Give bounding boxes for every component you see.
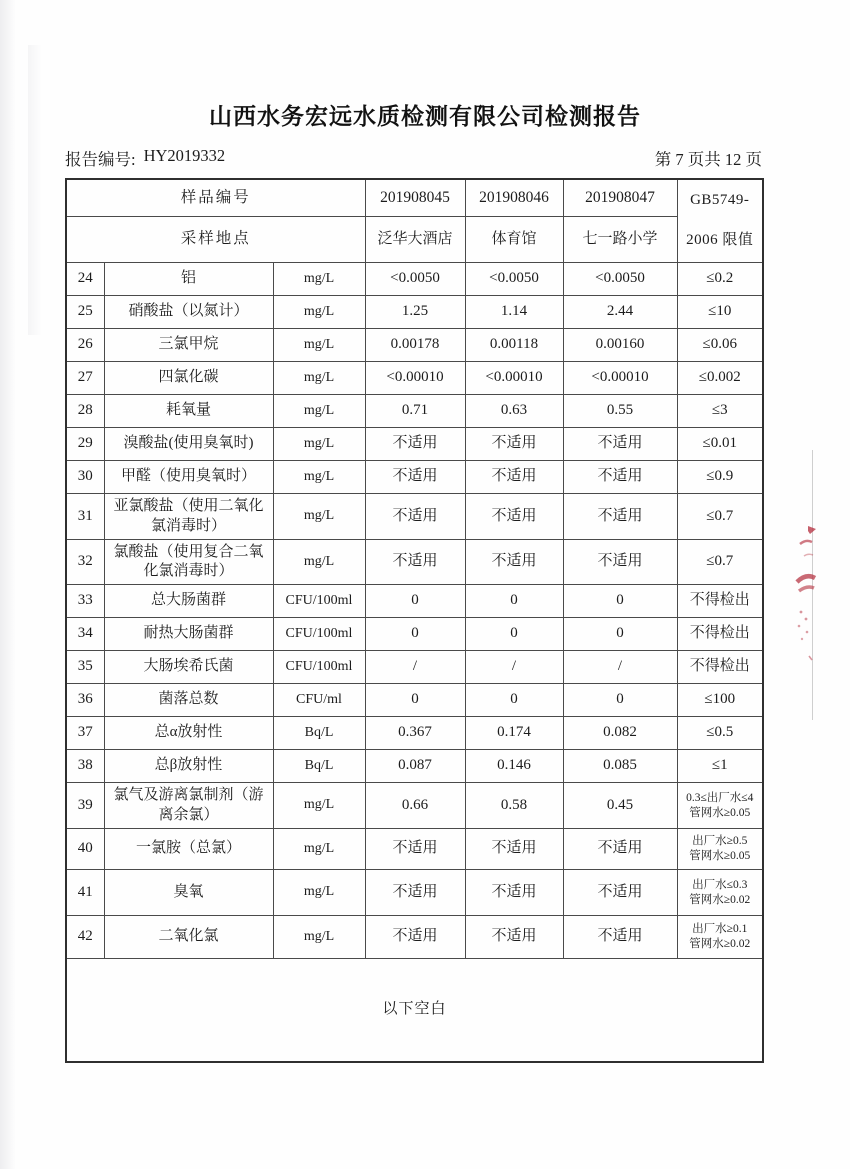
sample3-value-cell: 0.45: [563, 783, 677, 829]
row-number-cell: 39: [66, 783, 104, 829]
sample1-value-cell: 0: [365, 618, 465, 651]
table-row: [66, 783, 763, 829]
standard-limit-header-cell: [677, 179, 763, 263]
row-number-cell: 34: [66, 618, 104, 651]
unit-cell: CFU/100ml: [273, 618, 365, 651]
sample2-value-cell: 0.174: [465, 717, 563, 750]
table-row: [66, 296, 763, 329]
site-cell: 七一路小学: [563, 217, 677, 263]
table-row: [66, 684, 763, 717]
row-number-cell: 25: [66, 296, 104, 329]
unit-cell: mg/L: [273, 540, 365, 585]
limit-cell: ≤0.9: [677, 461, 763, 494]
parameter-name-cell: 氯酸盐（使用复合二氧化氯消毒时）: [104, 540, 273, 585]
page-indicator: 第 7 页共 12 页: [654, 150, 762, 169]
sample1-value-cell: 0: [365, 684, 465, 717]
table-row: [66, 461, 763, 494]
sample3-value-cell: 0.085: [563, 750, 677, 783]
parameter-name-cell: 铝: [104, 263, 273, 296]
unit-cell: mg/L: [273, 329, 365, 362]
sample1-value-cell: 0.66: [365, 783, 465, 829]
parameter-name-cell: 硝酸盐（以氮计）: [104, 296, 273, 329]
unit-cell: mg/L: [273, 916, 365, 959]
unit-cell: mg/L: [273, 461, 365, 494]
red-seal-fragment-icon: [794, 520, 818, 665]
limit-cell: [677, 870, 763, 916]
sample1-value-cell: 不适用: [365, 494, 465, 540]
parameter-name-cell: 大肠埃希氏菌: [104, 651, 273, 684]
limit-line1: 出厂水≥0.5: [692, 835, 748, 848]
sample2-value-cell: 0.00118: [465, 329, 563, 362]
parameter-name-cell: 四氯化碳: [104, 362, 273, 395]
standard-name: GB5749-: [690, 192, 750, 209]
parameter-name-cell: 总大肠菌群: [104, 585, 273, 618]
limit-cell: [677, 783, 763, 829]
limit-cell: 不得检出: [677, 618, 763, 651]
unit-cell: mg/L: [273, 428, 365, 461]
parameter-name-cell: 耗氧量: [104, 395, 273, 428]
table-row: [66, 494, 763, 540]
row-number-cell: 28: [66, 395, 104, 428]
row-number-cell: 31: [66, 494, 104, 540]
limit-cell: [677, 916, 763, 959]
sample1-value-cell: 不适用: [365, 461, 465, 494]
parameter-name-cell: 溴酸盐(使用臭氧时): [104, 428, 273, 461]
row-number-cell: 26: [66, 329, 104, 362]
table-row: [66, 750, 763, 783]
sample2-value-cell: 不适用: [465, 461, 563, 494]
sample3-value-cell: 不适用: [563, 428, 677, 461]
limit-cell: 不得检出: [677, 651, 763, 684]
sample3-value-cell: 0.55: [563, 395, 677, 428]
sample2-value-cell: 0.146: [465, 750, 563, 783]
unit-cell: mg/L: [273, 263, 365, 296]
limit-cell: ≤3: [677, 395, 763, 428]
unit-cell: Bq/L: [273, 750, 365, 783]
page-title: 山西水务宏远水质检测有限公司检测报告: [209, 103, 641, 129]
row-number-cell: 24: [66, 263, 104, 296]
table-row: [66, 618, 763, 651]
sample1-value-cell: 不适用: [365, 916, 465, 959]
header-row-sample-ids: [66, 179, 763, 217]
sample2-value-cell: 不适用: [465, 916, 563, 959]
table-row: [66, 870, 763, 916]
row-number-cell: 42: [66, 916, 104, 959]
table-row: [66, 717, 763, 750]
unit-cell: mg/L: [273, 783, 365, 829]
blank-note-cell: 以下空白: [66, 959, 763, 1062]
unit-cell: mg/L: [273, 362, 365, 395]
sample2-value-cell: <0.0050: [465, 263, 563, 296]
unit-cell: CFU/ml: [273, 684, 365, 717]
sample2-value-cell: 0: [465, 618, 563, 651]
parameter-name-cell: 甲醛（使用臭氧时）: [104, 461, 273, 494]
sample3-value-cell: /: [563, 651, 677, 684]
row-number-cell: 38: [66, 750, 104, 783]
sample1-value-cell: 0.087: [365, 750, 465, 783]
row-number-cell: 29: [66, 428, 104, 461]
sample3-value-cell: 0.082: [563, 717, 677, 750]
sample-id-cell: 201908047: [563, 179, 677, 217]
unit-cell: mg/L: [273, 395, 365, 428]
sample2-value-cell: 不适用: [465, 428, 563, 461]
sample2-value-cell: /: [465, 651, 563, 684]
row-number-cell: 40: [66, 829, 104, 870]
site-cell: 体育馆: [465, 217, 563, 263]
limit-cell: ≤0.01: [677, 428, 763, 461]
sample1-value-cell: 不适用: [365, 829, 465, 870]
sample3-value-cell: 0.00160: [563, 329, 677, 362]
sample1-value-cell: <0.00010: [365, 362, 465, 395]
unit-cell: CFU/100ml: [273, 585, 365, 618]
results-table: [65, 178, 764, 1063]
row-number-cell: 30: [66, 461, 104, 494]
sample1-value-cell: 0.367: [365, 717, 465, 750]
report-number-value: HY2019332: [143, 146, 226, 165]
unit-cell: CFU/100ml: [273, 651, 365, 684]
parameter-name-cell: 二氧化氯: [104, 916, 273, 959]
limit-line1: 出厂水≤0.3: [692, 878, 748, 891]
table-row: [66, 829, 763, 870]
unit-cell: mg/L: [273, 870, 365, 916]
limit-cell: ≤0.2: [677, 263, 763, 296]
sample2-value-cell: 不适用: [465, 494, 563, 540]
sample3-value-cell: <0.00010: [563, 362, 677, 395]
scan-edge-shadow: [0, 0, 16, 1169]
parameter-name-cell: 总α放射性: [104, 717, 273, 750]
limit-line1: 出厂水≥0.1: [692, 923, 748, 936]
row-number-cell: 41: [66, 870, 104, 916]
limit-cell: ≤10: [677, 296, 763, 329]
limit-cell: ≤0.002: [677, 362, 763, 395]
sample2-value-cell: 不适用: [465, 540, 563, 585]
parameter-name-cell: 耐热大肠菌群: [104, 618, 273, 651]
sample2-value-cell: 不适用: [465, 870, 563, 916]
row-number-cell: 37: [66, 717, 104, 750]
sample1-value-cell: 不适用: [365, 428, 465, 461]
table-row: [66, 540, 763, 585]
sample1-value-cell: 0.71: [365, 395, 465, 428]
limit-line2: 管网水≥0.05: [689, 850, 751, 862]
site-cell: 泛华大酒店: [365, 217, 465, 263]
table-row-blank: [66, 959, 763, 1062]
sample2-value-cell: 0: [465, 585, 563, 618]
table-row: [66, 585, 763, 618]
table-row: [66, 428, 763, 461]
report-number-label: 报告编号:: [65, 150, 136, 169]
unit-cell: Bq/L: [273, 717, 365, 750]
site-label-cell: 采样地点: [66, 217, 365, 263]
parameter-name-cell: 臭氧: [104, 870, 273, 916]
table-row: [66, 916, 763, 959]
row-number-cell: 33: [66, 585, 104, 618]
limit-cell: ≤0.7: [677, 540, 763, 585]
row-number-cell: 35: [66, 651, 104, 684]
sample-id-cell: 201908045: [365, 179, 465, 217]
sample3-value-cell: <0.0050: [563, 263, 677, 296]
limit-line1: 0.3≤出厂水≤4: [686, 791, 754, 804]
limit-cell: ≤100: [677, 684, 763, 717]
sample1-value-cell: 0: [365, 585, 465, 618]
limit-cell: 不得检出: [677, 585, 763, 618]
limit-line2: 管网水≥0.02: [689, 893, 751, 906]
limit-line2: 管网水≥0.05: [689, 806, 751, 819]
sample2-value-cell: 0.58: [465, 783, 563, 829]
sample2-value-cell: <0.00010: [465, 362, 563, 395]
parameter-name-cell: 总β放射性: [104, 750, 273, 783]
limit-line2: 管网水≥0.02: [689, 938, 751, 950]
report-meta-row: [65, 146, 762, 170]
table-row: [66, 263, 763, 296]
parameter-name-cell: 亚氯酸盐（使用二氧化氯消毒时）: [104, 494, 273, 540]
sample3-value-cell: 不适用: [563, 461, 677, 494]
row-number-cell: 36: [66, 684, 104, 717]
sample2-value-cell: 0.63: [465, 395, 563, 428]
sample3-value-cell: 不适用: [563, 540, 677, 585]
sample2-value-cell: 1.14: [465, 296, 563, 329]
sample2-value-cell: 不适用: [465, 829, 563, 870]
sample3-value-cell: 2.44: [563, 296, 677, 329]
sample3-value-cell: 0: [563, 684, 677, 717]
sample3-value-cell: 不适用: [563, 494, 677, 540]
table-row: [66, 651, 763, 684]
row-number-cell: 27: [66, 362, 104, 395]
parameter-name-cell: 一氯胺（总氯）: [104, 829, 273, 870]
sample1-value-cell: 1.25: [365, 296, 465, 329]
unit-cell: mg/L: [273, 296, 365, 329]
limit-cell: [677, 829, 763, 870]
parameter-name-cell: 氯气及游离氯制剂（游离余氯）: [104, 783, 273, 829]
header-row-sites: [66, 217, 763, 263]
sample3-value-cell: 0: [563, 618, 677, 651]
unit-cell: mg/L: [273, 829, 365, 870]
limit-cell: ≤0.06: [677, 329, 763, 362]
sample3-value-cell: 不适用: [563, 870, 677, 916]
report-number: [65, 146, 225, 170]
sample3-value-cell: 不适用: [563, 916, 677, 959]
sample3-value-cell: 不适用: [563, 829, 677, 870]
limit-cell: ≤1: [677, 750, 763, 783]
sample-id-cell: 201908046: [465, 179, 563, 217]
standard-year-label: 2006 限值: [686, 232, 754, 249]
limit-cell: ≤0.7: [677, 494, 763, 540]
sample2-value-cell: 0: [465, 684, 563, 717]
table-row: [66, 329, 763, 362]
row-number-cell: 32: [66, 540, 104, 585]
table-row: [66, 362, 763, 395]
parameter-name-cell: 菌落总数: [104, 684, 273, 717]
sample3-value-cell: 0: [563, 585, 677, 618]
sample1-value-cell: <0.0050: [365, 263, 465, 296]
standard-limit-header: [680, 181, 761, 261]
parameter-name-cell: 三氯甲烷: [104, 329, 273, 362]
sample1-value-cell: 0.00178: [365, 329, 465, 362]
table-row: [66, 395, 763, 428]
sample-no-label-cell: 样品编号: [66, 179, 365, 217]
sample1-value-cell: /: [365, 651, 465, 684]
limit-cell: ≤0.5: [677, 717, 763, 750]
sample1-value-cell: 不适用: [365, 870, 465, 916]
unit-cell: mg/L: [273, 494, 365, 540]
scan-smudge: [28, 45, 42, 335]
sample1-value-cell: 不适用: [365, 540, 465, 585]
